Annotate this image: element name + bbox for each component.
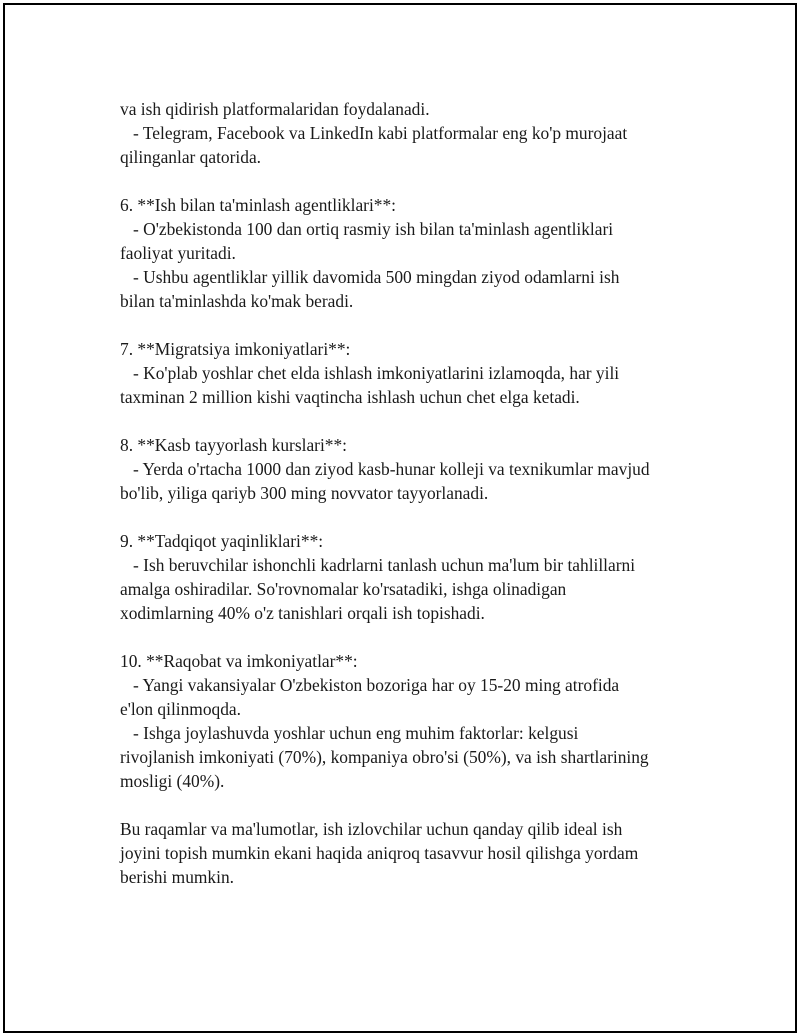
section-line: - Ishga joylashuvda yoshlar uchun eng muhim faktorlar: kelgusi xyxy=(120,723,579,743)
paragraph-gap xyxy=(120,793,720,817)
paragraph-gap xyxy=(120,625,720,649)
intro-line: qilinganlar qatorida. xyxy=(120,147,262,167)
conclusion-line: joyini topish mumkin ekani haqida aniqroq tasavvur hosil qilishga yordam xyxy=(120,843,639,863)
section-line: - Yerda o'rtacha 1000 dan ziyod kasb-hunar kolleji va texnikumlar mavjud xyxy=(120,459,650,479)
intro-line: - Telegram, Facebook va LinkedIn kabi platformalar eng ko'p murojaat xyxy=(120,123,628,143)
section-line: faoliyat yuritadi. xyxy=(120,243,236,263)
paragraph-gap xyxy=(120,169,720,193)
paragraph-gap xyxy=(120,313,720,337)
page-frame xyxy=(3,3,797,1033)
section-line: xodimlarning 40% o'z tanishlari orqali ish topishadi. xyxy=(120,603,485,623)
intro-line: va ish qidirish platformalaridan foydalanadi. xyxy=(120,99,430,119)
section-line: rivojlanish imkoniyati (70%), kompaniya obro'si (50%), va ish shartlarining xyxy=(120,747,649,767)
section-heading: 10. **Raqobat va imkoniyatlar**: xyxy=(120,651,358,671)
section-heading: 8. **Kasb tayyorlash kurslari**: xyxy=(120,435,348,455)
section-line: e'lon qilinmoqda. xyxy=(120,699,241,719)
section-line: - O'zbekistonda 100 dan ortiq rasmiy ish bilan ta'minlash agentliklari xyxy=(120,219,614,239)
section-line: bo'lib, yiliga qariyb 300 ming novvator tayyorlanadi. xyxy=(120,483,489,503)
section-line: - Yangi vakansiyalar O'zbekiston bozoriga har oy 15-20 ming atrofida xyxy=(120,675,620,695)
section-line: - Ko'plab yoshlar chet elda ishlash imkoniyatlarini izlamoqda, har yili xyxy=(120,363,620,383)
section-line: amalga oshiradilar. So'rovnomalar ko'rsatadiki, ishga olinadigan xyxy=(120,579,567,599)
conclusion-line: Bu raqamlar va ma'lumotlar, ish izlovchilar uchun qanday qilib ideal ish xyxy=(120,819,623,839)
section-line: - Ushbu agentliklar yillik davomida 500 mingdan ziyod odamlarni ish xyxy=(120,267,620,287)
document-body xyxy=(120,97,720,889)
section-line: bilan ta'minlashda ko'mak beradi. xyxy=(120,291,354,311)
paragraph-gap xyxy=(120,409,720,433)
section-heading: 7. **Migratsiya imkoniyatlari**: xyxy=(120,339,351,359)
section-line: - Ish beruvchilar ishonchli kadrlarni tanlash uchun ma'lum bir tahlillarni xyxy=(120,555,636,575)
conclusion-line: berishi mumkin. xyxy=(120,867,234,887)
section-heading: 9. **Tadqiqot yaqinliklari**: xyxy=(120,531,324,551)
section-heading: 6. **Ish bilan ta'minlash agentliklari**: xyxy=(120,195,397,215)
section-line: taxminan 2 million kishi vaqtincha ishlash uchun chet elga ketadi. xyxy=(120,387,580,407)
section-line: mosligi (40%). xyxy=(120,771,225,791)
paragraph-gap xyxy=(120,505,720,529)
